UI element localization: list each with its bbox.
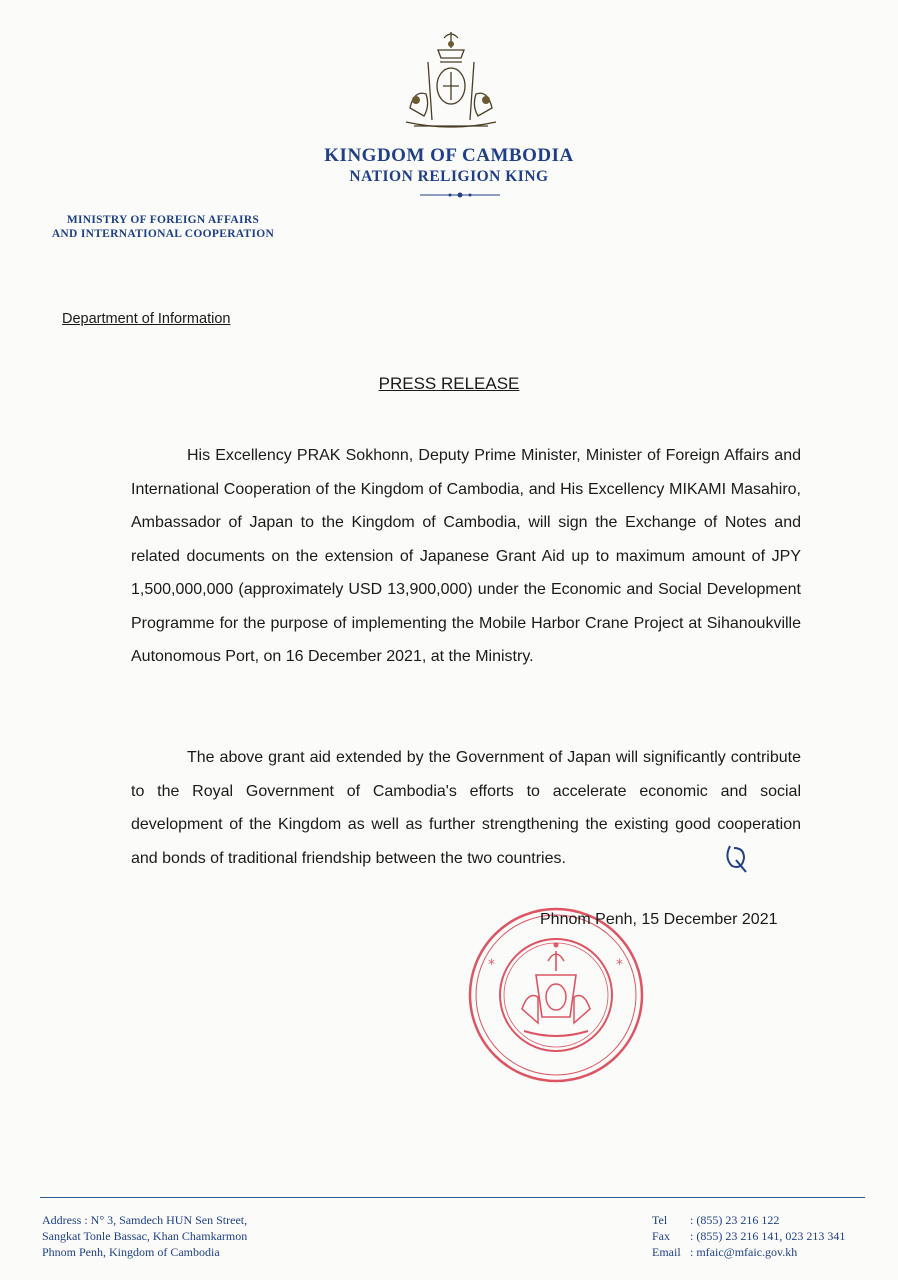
kingdom-title: KINGDOM OF CAMBODIA: [324, 145, 574, 166]
ornament-divider: [420, 191, 500, 199]
svg-text:*: *: [616, 957, 623, 973]
svg-text:*: *: [488, 957, 495, 973]
place-and-date: Phnom Penh, 15 December 2021: [540, 911, 778, 928]
official-seal-stamp: [466, 905, 646, 1085]
paragraph-1-text: His Excellency PRAK Sokhonn, Deputy Prime Minister, Minister of Foreign Affairs and International Cooperation of the Kingdom of Cambodia, and His Excellency MIKAMI Masahiro, Ambassador of Japan to the Kingdom of Cambodia, will sign the Exchange of Notes and related documents on the extension of Japanese Grant Aid up to maximum amount of JPY 1,500,000,000 (approximately USD 13,900,000) under the Economic and Social Development Programme for the purpose of implementing the Mobile Harbor Crane Project at Sihanoukville Autonomous Port, on 16 December 2021, at the Ministry.: [131, 447, 801, 665]
footer-address: [42, 1212, 247, 1260]
department-label: Department of Information: [62, 311, 231, 327]
royal-coat-of-arms-emblem: [396, 28, 506, 133]
footer-contact: [652, 1212, 845, 1260]
address-line-3: Phnom Penh, Kingdom of Cambodia: [42, 1245, 220, 1259]
national-motto: NATION RELIGION KING: [349, 168, 549, 185]
paragraph-2-text: The above grant aid extended by the Government of Japan will significantly contribute to the Royal Government of Cambodia's efforts to accelerate economic and social development of the Kingdom as well as further strengthening the existing good cooperation and bonds of traditional friendship between the two countries.: [131, 749, 801, 867]
document-title: PRESS RELEASE: [378, 374, 520, 393]
body-paragraph-1: [131, 439, 801, 674]
body-paragraph-2: [131, 741, 801, 875]
tel-label: Tel: [652, 1213, 668, 1227]
initial-signature: [722, 840, 752, 874]
fax-value: : (855) 23 216 141, 023 213 341: [690, 1229, 846, 1243]
ministry-name-line2: AND INTERNATIONAL COOPERATION: [51, 228, 275, 240]
ministry-name-line1: MINISTRY OF FOREIGN AFFAIRS: [66, 214, 260, 226]
email-label: Email: [652, 1245, 681, 1259]
email-value: : mfaic@mfaic.gov.kh: [690, 1245, 798, 1259]
address-line-2: Sangkat Tonle Bassac, Khan Chamkarmon: [42, 1229, 248, 1243]
address-line-1: Address : N° 3, Samdech HUN Sen Street,: [42, 1213, 248, 1227]
fax-label: Fax: [652, 1229, 670, 1243]
tel-value: : (855) 23 216 122: [690, 1213, 780, 1227]
footer-divider: [40, 1197, 865, 1198]
